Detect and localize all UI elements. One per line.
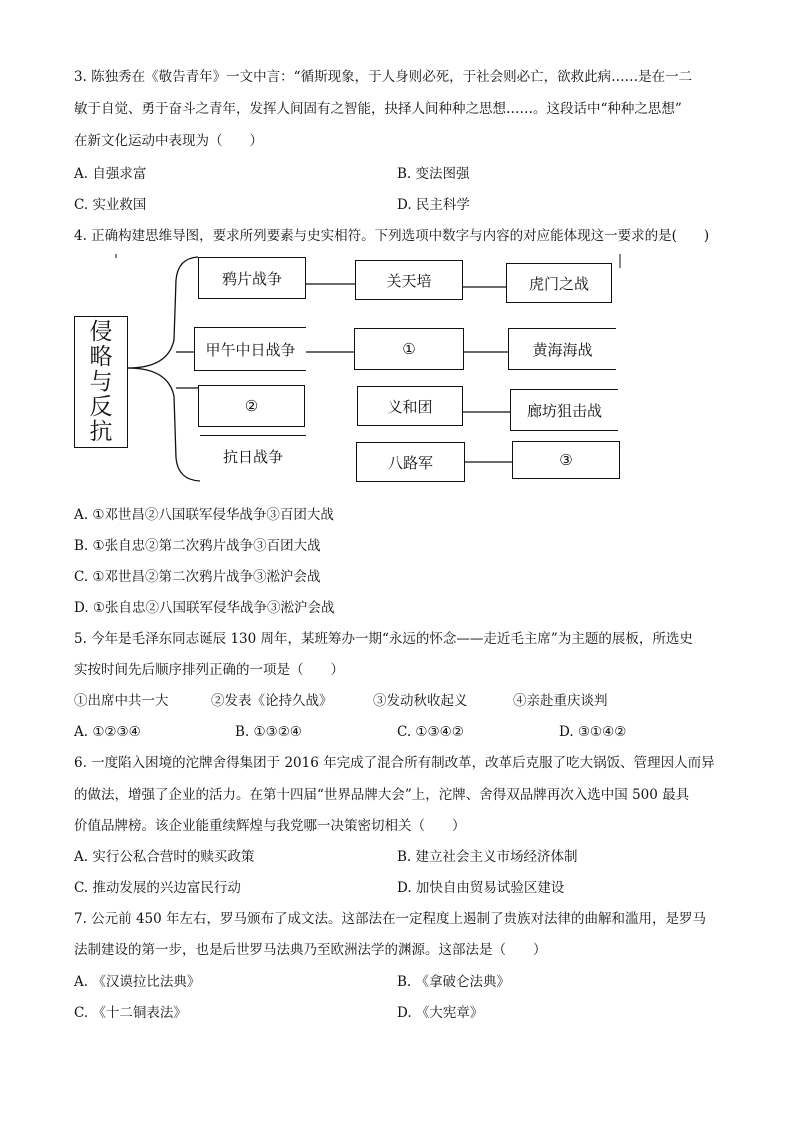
q5-option-c: C. ①③④② <box>397 724 464 740</box>
q6-option-a: A. 实行公私合营时的赎买政策 <box>74 849 255 865</box>
q5-option-b: B. ①③②④ <box>235 724 302 740</box>
q4-option-c: C. ①邓世昌②第二次鸦片战争③淞沪会战 <box>74 569 321 585</box>
q3-stem-line3: 在新文化运动中表现为（ ） <box>74 133 263 149</box>
node-blank-2: ② <box>198 385 305 427</box>
q3-stem-line2: 敏于自觉、勇于奋斗之青年，发挥人间固有之智能，抉择人间种种之思想……。这段话中“种种之思想” <box>74 101 682 117</box>
q5-stem-line1: 5. 今年是毛泽东同志诞辰 130 周年，某班筹办一期“永远的怀念——走近毛主席”为主题的展板，所选史 <box>74 631 693 647</box>
q5-item-2: ②发表《论持久战》 <box>211 693 333 709</box>
q5-stem-line2: 实按时间先后顺序排列正确的一项是（ ） <box>74 662 344 678</box>
node-yellow-sea-battle: 黄海海战 <box>508 328 616 370</box>
node-langfang-battle: 廊坊狙击战 <box>510 389 618 431</box>
q3-option-a: A. 自强求富 <box>74 166 147 182</box>
q5-option-a: A. ①②③④ <box>74 724 141 740</box>
q5-item-3: ③发动秋收起义 <box>373 693 468 709</box>
root-char-2: 略 <box>89 344 113 370</box>
q6-stem-line2: 的做法，增强了企业的活力。在第十四届“世界品牌大会”上，沱牌、舍得双品牌再次入选中国 500 最具 <box>74 787 690 803</box>
q5-item-1: ①出席中共一大 <box>74 693 169 709</box>
q7-stem-line2: 法制建设的第一步，也是后世罗马法典乃至欧洲法学的渊源。这部法是（ ） <box>74 942 547 958</box>
root-char-1: 侵 <box>89 319 113 345</box>
node-blank-1: ① <box>354 328 464 370</box>
q6-option-c: C. 推动发展的兴边富民行动 <box>74 880 241 896</box>
q7-option-a: A. 《汉谟拉比法典》 <box>74 974 201 990</box>
mind-map-root <box>74 316 128 448</box>
q6-option-b: B. 建立社会主义市场经济体制 <box>397 849 578 865</box>
root-char-4: 反 <box>89 394 113 420</box>
q4-option-b: B. ①张自忠②第二次鸦片战争③百团大战 <box>74 538 321 554</box>
q5-option-d: D. ③①④② <box>559 724 627 740</box>
q5-item-4: ④亲赴重庆谈判 <box>513 693 608 709</box>
q4-option-d: D. ①张自忠②八国联军侵华战争③淞沪会战 <box>74 600 335 616</box>
q7-option-c: C. 《十二铜表法》 <box>74 1005 187 1021</box>
q3-option-d: D. 民主科学 <box>397 197 470 213</box>
node-opium-war: 鸦片战争 <box>198 257 306 299</box>
q3-option-c: C. 实业救国 <box>74 197 147 213</box>
node-sino-japanese-war: 甲午中日战争 <box>194 327 306 371</box>
node-eighth-route-army: 八路军 <box>356 442 465 482</box>
root-char-5: 抗 <box>89 419 113 445</box>
q6-stem-line1: 6. 一度陷入困境的沱牌舍得集团于 2016 年完成了混合所有制改革，改革后克服了吃大锅饭、管理因人而异 <box>74 755 715 771</box>
node-anti-japanese-war: 抗日战争 <box>200 435 306 477</box>
node-blank-3: ③ <box>512 441 620 479</box>
q6-stem-line3: 价值品牌榜。该企业能重续辉煌与我党哪一决策密切相关（ ） <box>74 818 466 834</box>
q7-option-b: B. 《拿破仑法典》 <box>397 974 511 990</box>
node-boxers: 义和团 <box>357 386 463 426</box>
q4-option-a: A. ①邓世昌②八国联军侵华战争③百团大战 <box>74 507 334 523</box>
q3-stem-line1: 3. 陈独秀在《敬告青年》一文中言：“循斯现象，于人身则必死，于社会则必亡，欲救此病……是在一二 <box>74 69 693 85</box>
q7-stem-line1: 7. 公元前 450 年左右，罗马颁布了成文法。这部法在一定程度上遏制了贵族对法律的曲解和滥用，是罗马 <box>74 911 707 927</box>
q4-stem: 4. 正确构建思维导图，要求所列要素与史实相符。下列选项中数字与内容的对应能体现这一要求的是( ) <box>74 228 710 244</box>
node-guan-tianpei: 关天培 <box>355 260 463 300</box>
q6-option-d: D. 加快自由贸易试验区建设 <box>397 880 565 896</box>
q3-option-b: B. 变法图强 <box>397 166 470 182</box>
q7-option-d: D. 《大宪章》 <box>397 1005 484 1021</box>
node-humen-battle: 虎门之战 <box>506 263 612 303</box>
root-char-3: 与 <box>89 369 113 395</box>
